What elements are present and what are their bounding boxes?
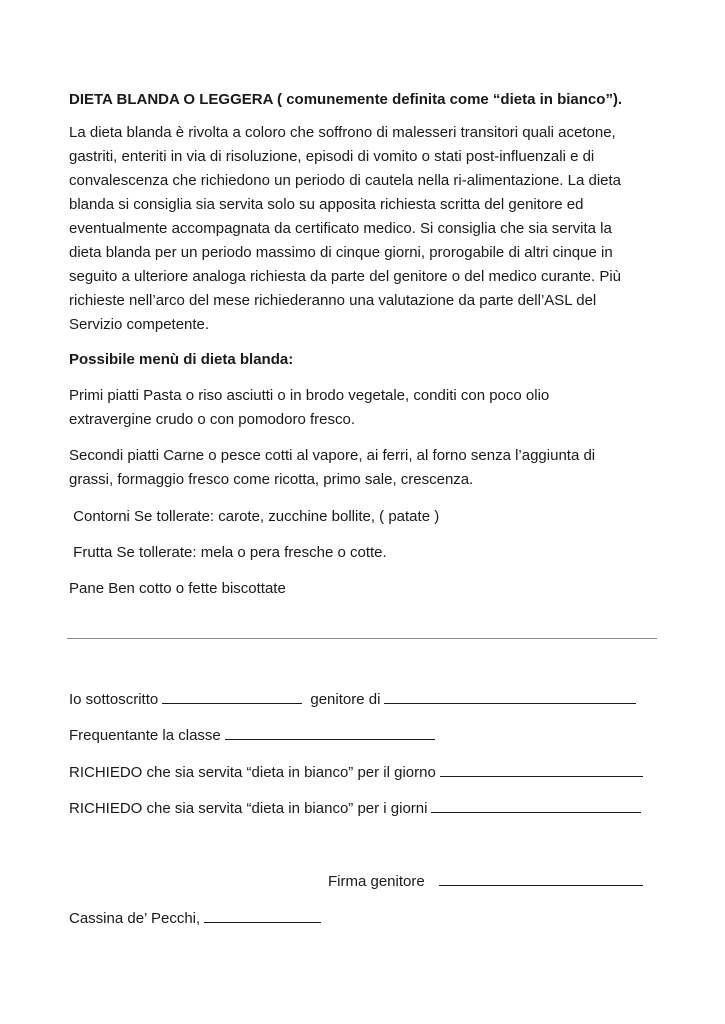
genitore-label: genitore di [310, 691, 381, 708]
menu-pane: Pane Ben cotto o fette biscottate [69, 580, 286, 597]
sottoscritto-blank[interactable] [162, 688, 302, 704]
classe-label: Frequentante la classe [69, 727, 221, 744]
luogo-label: Cassina de’ Pecchi, [69, 910, 201, 927]
menu-secondi [69, 444, 669, 492]
classe-blank[interactable] [225, 724, 435, 740]
section-divider [67, 638, 657, 639]
document-title: DIETA BLANDA O LEGGERA ( comunemente definita come “dieta in bianco”). [69, 91, 623, 108]
intro-line: eventualmente accompagnata da certificato medico. Si consiglia che sia servita la [69, 220, 612, 237]
menu-primi [69, 384, 669, 432]
firma-label: Firma genitore [328, 873, 425, 890]
intro-line: gastriti, enteriti in via di risoluzione, episodi di vomito o stati post-influenzali e di [69, 148, 595, 165]
intro-line: La dieta blanda è rivolta a coloro che soffrono di malesseri transitori quali acetone, [69, 124, 616, 141]
menu-primi-line: extravergine crudo o con pomodoro fresco. [69, 411, 355, 428]
giorni-blank[interactable] [431, 797, 641, 813]
menu-secondi-line: grassi, formaggio fresco come ricotta, primo sale, crescenza. [69, 471, 474, 488]
intro-line: convalescenza che richiedono un periodo di cautela nella ri-alimentazione. La dieta [69, 172, 622, 189]
menu-secondi-line: Secondi piatti Carne o pesce cotti al vapore, ai ferri, al forno senza l’aggiunta di [69, 447, 596, 464]
richiedo-giorno-row [69, 761, 643, 785]
giorno-blank[interactable] [440, 761, 643, 777]
luogo-data-row [69, 907, 321, 931]
richiedo-giorni-row [69, 797, 641, 821]
menu-primi-line: Primi piatti Pasta o riso asciutti o in brodo vegetale, conditi con poco olio [69, 387, 550, 404]
firma-row [328, 870, 643, 894]
intro-line: blanda si consiglia sia servita solo su apposita richiesta scritta del genitore ed [69, 196, 584, 213]
firma-blank[interactable] [439, 870, 643, 886]
intro-line: Servizio competente. [69, 316, 210, 333]
richiedo-giorni-label: RICHIEDO che sia servita “dieta in bianco” per i giorni [69, 800, 428, 817]
genitore-di-blank[interactable] [384, 688, 636, 704]
menu-heading: Possibile menù di dieta blanda: [69, 351, 294, 368]
data-blank[interactable] [204, 907, 321, 923]
menu-frutta: Frutta Se tollerate: mela o pera fresche o cotte. [69, 544, 387, 561]
sottoscritto-row [69, 688, 636, 712]
sottoscritto-label: Io sottoscritto [69, 691, 159, 708]
intro-line: richieste nell’arco del mese richiederanno una valutazione da parte dell’ASL del [69, 292, 597, 309]
richiedo-giorno-label: RICHIEDO che sia servita “dieta in bianco” per il giorno [69, 764, 436, 781]
classe-row [69, 724, 435, 748]
intro-line: dieta blanda per un periodo massimo di cinque giorni, prorogabile di altri cinque in [69, 244, 613, 261]
intro-line: seguito a ulteriore analoga richiesta da parte del genitore o del medico curante. Più [69, 268, 622, 285]
intro-paragraph [69, 121, 669, 337]
menu-contorni: Contorni Se tollerate: carote, zucchine bollite, ( patate ) [69, 508, 440, 525]
